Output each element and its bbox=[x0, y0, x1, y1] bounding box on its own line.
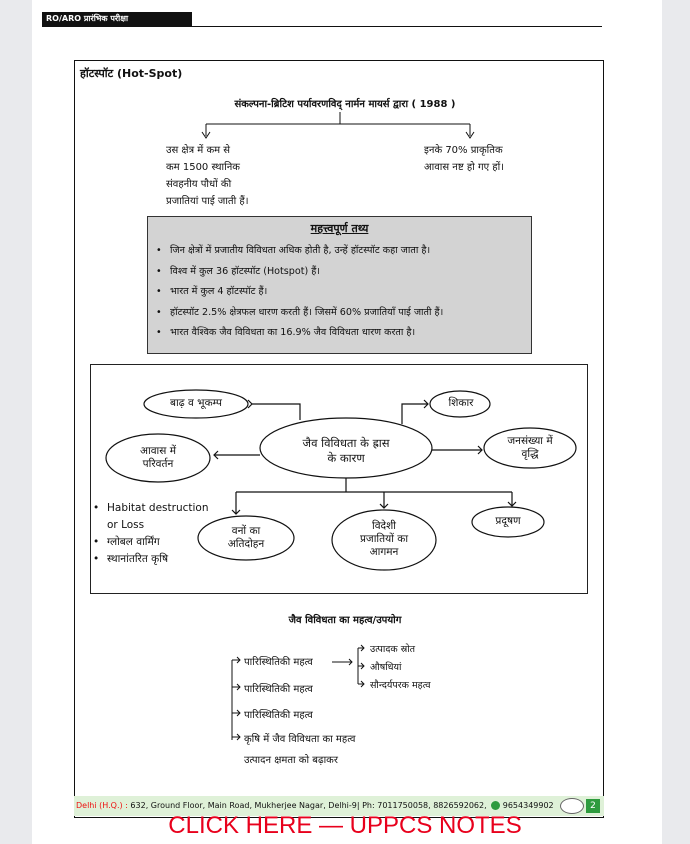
importance-item: कृषि में जैव विविधता का महत्व bbox=[244, 734, 356, 745]
importance-sub-item: औषधियां bbox=[370, 662, 402, 673]
fact-item: • विश्व में कुल 36 हॉटस्पॉट (Hotspot) हैं। bbox=[156, 266, 321, 277]
hotspot-concept: संकल्पना-ब्रिटिश पर्यावरणविद् नार्मन मायर्स द्वारा ( 1988 ) bbox=[234, 99, 456, 110]
bullet-item: • स्थानांतरित कृषि bbox=[93, 553, 169, 565]
cause-forest-exploitation: वनों का अतिदोहन bbox=[227, 525, 265, 550]
cause-habitat-change: आवास में परिवर्तन bbox=[139, 445, 176, 470]
exam-header-label: RO/ARO प्रारंभिक परीक्षा bbox=[42, 12, 192, 26]
facts-title: महत्त्वपूर्ण तथ्य bbox=[310, 222, 369, 235]
whatsapp-icon bbox=[491, 801, 500, 810]
cause-flood: बाढ़ व भूकम्प bbox=[170, 397, 222, 409]
cause-invasive-species: विदेशी प्रजातियों का आगमन bbox=[359, 520, 409, 558]
bullet-item: or Loss bbox=[107, 519, 145, 531]
cta-link[interactable]: CLICK HERE — UPPCS NOTES bbox=[168, 812, 522, 839]
footer-prefix: Delhi (H.Q.) : bbox=[76, 801, 128, 810]
importance-note: उत्पादन क्षमता को बढ़ाकर bbox=[244, 755, 338, 766]
hotspot-right-criteria: इनके 70% प्राकृतिक आवास नष्ट हो गए हों। bbox=[424, 145, 504, 173]
importance-item: पारिस्थितिकी महत्व bbox=[244, 657, 313, 668]
importance-item: पारिस्थितिकी महत्व bbox=[244, 710, 313, 721]
hotspot-title: हॉटस्पॉट (Hot-Spot) bbox=[80, 67, 183, 80]
footer-address: 632, Ground Floor, Main Road, Mukherjee Nagar, Delhi-9| Ph: 7011750058, 8826592062, bbox=[127, 801, 487, 810]
fact-item: • भारत में कुल 4 हॉटस्पॉट हैं। bbox=[156, 286, 268, 297]
cause-population-growth: जनसंख्या में वृद्धि bbox=[507, 435, 553, 460]
bullet-item: • ग्लोबल वार्मिंग bbox=[93, 536, 160, 548]
fact-item: • हॉटस्पॉट 2.5% क्षेत्रफल धारण करती हैं। जिसमें 60% प्रजातियाँ पाई जाती हैं। bbox=[156, 307, 444, 318]
fact-item: • भारत वैश्विक जैव विविधता का 16.9% जैव विविधता धारण करता है। bbox=[156, 327, 416, 338]
cause-hunting: शिकार bbox=[448, 397, 474, 409]
hotspot-left-criteria: उस क्षेत्र में कम से कम 1500 स्थानिक संवहनीय पौधों की प्रजातियां पाई जाती हैं। bbox=[166, 145, 249, 207]
footer-whatsapp: 9654349902 bbox=[502, 801, 554, 810]
fact-item: • जिन क्षेत्रों में प्रजातीय विविधता अधिक होती है, उन्हें हॉटस्पॉट कहा जाता है। bbox=[156, 245, 431, 256]
mindmap-center: जैव विविधता के ह्रास के कारण bbox=[302, 436, 390, 465]
importance-item: पारिस्थितिकी महत्व bbox=[244, 684, 313, 695]
importance-title: जैव विविधता का महत्व/उपयोग bbox=[288, 615, 402, 626]
importance-sub-item: सौन्दर्यपरक महत्व bbox=[370, 680, 431, 691]
cause-pollution: प्रदूषण bbox=[495, 515, 521, 527]
page-number: 2 bbox=[586, 799, 600, 813]
bullet-item: • Habitat destruction bbox=[93, 502, 209, 514]
importance-sub-item: उत्पादक स्रोत bbox=[370, 644, 416, 655]
